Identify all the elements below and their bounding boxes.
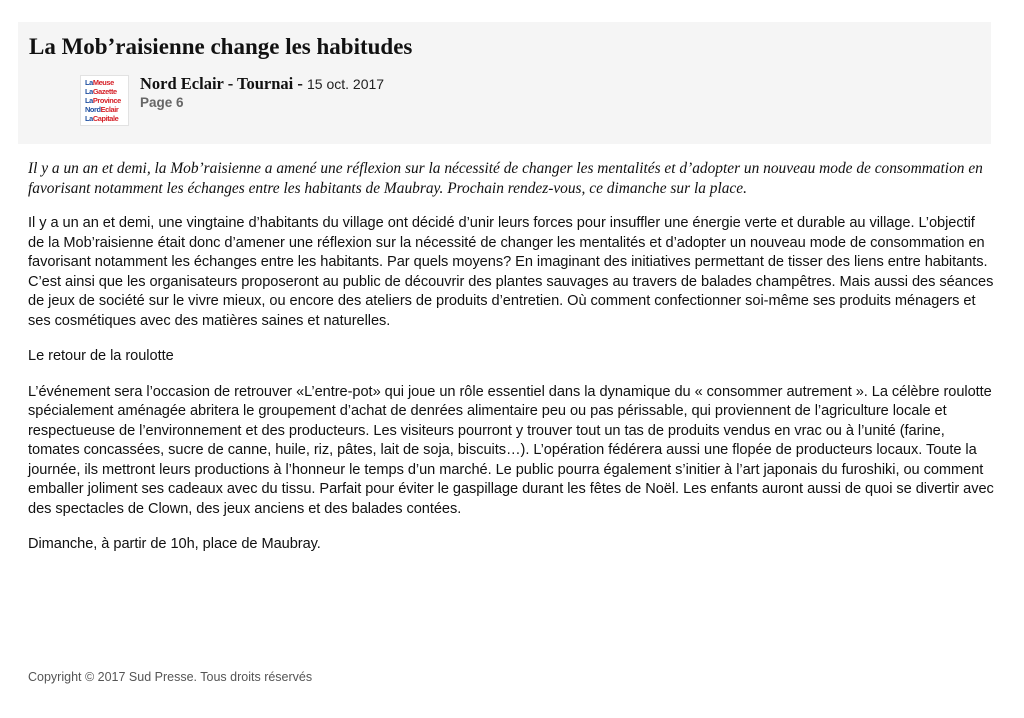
- page-number: Page 6: [140, 95, 184, 110]
- article-paragraph: Il y a un an et demi, une vingtaine d’habitants du village ont décidé d’unir leurs forces pour insuffler une énergie verte et durable au village. L’objectif de la Mob’raisienne était donc d’amener une réflexion sur la nécessité de changer les mentalités et d’adopter un nouveau mode de consommation en favorisant notamment les échanges entre les habitants. Par quels moyens? En imaginant des initiatives permettant de tisser des liens entre habitants. C’est ainsi que les organisateurs proposeront au public de découvrir des plantes sauvages au travers de balades champêtres. Mais aussi des séances de jeux de société sur le vivre mieux, ou encore des ateliers de produits d’entretien. Où comment confectionner soi-même ses produits ménagers et ses cosmétiques avec des matières saines et naturelles.: [28, 215, 994, 329]
- article-body: [28, 159, 994, 571]
- publication-separator: -: [293, 74, 308, 93]
- publication-date: 15 oct. 2017: [307, 76, 385, 92]
- logo-line: LaMeuse: [85, 78, 114, 87]
- article-title: La Mob’raisienne change les habitudes: [29, 34, 413, 59]
- logo-line: LaProvince: [85, 96, 121, 105]
- article-lede: Il y a un an et demi, la Mob’raisienne a amené une réflexion sur la nécessité de changer les mentalités et d’adopter un nouveau mode de consommation en favorisant notamment les échanges entre les habitants de Maubray. Prochain rendez-vous, ce dimanche sur la place.: [28, 160, 983, 197]
- article-subheading: Le retour de la roulotte: [28, 348, 174, 364]
- article-paragraph: L’événement sera l’occasion de retrouver «L’entre-pot» qui joue un rôle essentiel dans la dynamique du « consommer autrement ». La célèbre roulotte spécialement aménagée abritera le groupement d’achat de denrées alimentaire peu ou pas périssable, qui proviennent de l’agriculture locale et respectueuse de l’environnement et des producteurs. Les visiteurs pourront y trouver tout un tas de produits vendus en vrac ou à l’unité (farine, tomates concassées, sucre de canne, huile, riz, pâtes, lait de soja, biscuits…). L’opération fédérera aussi une flopée de producteurs locaux. Toute la journée, ils mettront leurs productions à l’honneur le temps d’un marché. Le public pourra également s’initier à l’art japonais du furoshiki, ou comment emballer joliment ses cadeaux avec du tissu. Parfait pour éviter le gaspillage durant les fêtes de Noël. Les enfants auront aussi de quoi se divertir avec des spectacles de Clown, des jeux anciens et des balades contées.: [28, 383, 994, 517]
- logo-line: NordEclair: [85, 105, 119, 114]
- publication-name: Nord Eclair - Tournai: [140, 74, 294, 93]
- logo-line: LaCapitale: [85, 114, 119, 123]
- copyright-notice: Copyright © 2017 Sud Presse. Tous droits réservés: [28, 670, 313, 684]
- article-paragraph: Dimanche, à partir de 10h, place de Maubray.: [28, 536, 321, 552]
- publication-logo: [80, 75, 129, 126]
- logo-line: LaGazette: [85, 87, 117, 96]
- article-header: [18, 22, 991, 144]
- publication-info: [140, 74, 384, 94]
